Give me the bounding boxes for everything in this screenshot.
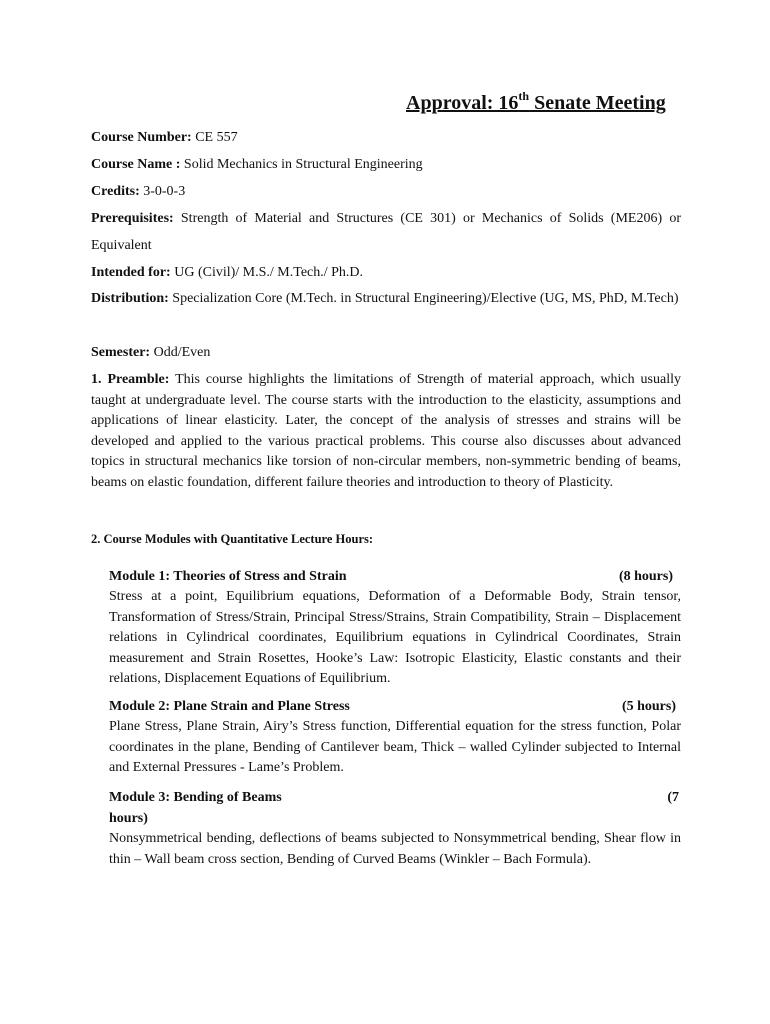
- prerequisites-label: Prerequisites:: [91, 211, 174, 226]
- module-2-hours: (5 hours): [621, 699, 676, 714]
- module-1-hours: (8 hours): [618, 569, 673, 584]
- distribution-value: Specialization Core (M.Tech. in Structural Engineering)/Elective (UG, MS, PhD, M.Tech): [168, 291, 679, 306]
- preamble-label: 1. Preamble:: [91, 372, 170, 387]
- course-number-label: Course Number:: [91, 130, 192, 145]
- module-3-hours-part1: (7: [667, 790, 679, 805]
- intended-for-label: Intended for:: [91, 265, 171, 280]
- title-prefix: Approval: 16: [406, 92, 519, 114]
- credits-value: 3-0-0-3: [139, 184, 186, 199]
- module-3-hours-part2: hours): [109, 810, 148, 826]
- course-number-value: CE 557: [191, 130, 238, 145]
- course-number: [91, 128, 681, 148]
- module-2-title: Module 2: Plane Strain and Plane Stress: [109, 699, 350, 714]
- modules-heading: 2. Course Modules with Quantitative Lecture Hours:: [91, 532, 374, 546]
- module-3-title: Module 3: Bending of Beams: [109, 790, 282, 805]
- title-superscript: th: [518, 89, 530, 103]
- module-3-description: Nonsymmetrical bending, deflections of beams subjected to Nonsymmetrical bending, Shear flow in thin – Wall beam cross section, Bending of Curved Beams (Winkler – Bach Formula).: [109, 831, 681, 867]
- intended-for-value: UG (Civil)/ M.S./ M.Tech./ Ph.D.: [170, 265, 364, 280]
- preamble: [91, 370, 681, 494]
- title-suffix: Senate Meeting: [529, 92, 666, 114]
- distribution-label: Distribution:: [91, 291, 169, 306]
- module-2-description: Plane Stress, Plane Strain, Airy’s Stress function, Differential equation for the stress function, Polar coordinates in the plane, Bending of Cantilever beam, Thick – walled Cylinder subjected to Internal and External Pressures - Lame’s Problem.: [109, 719, 681, 776]
- credits: [91, 182, 681, 202]
- prerequisites-value: Strength of Material and Structures (CE 301) or Mechanics of Solids (ME206) or Equivalent: [91, 211, 681, 253]
- module-1-description: Stress at a point, Equilibrium equations, Deformation of a Deformable Body, Strain tensor, Transformation of Stress/Strain, Principal Stress/Strains, Strain Compatibility, Strain – Displacement relations in Cylindrical coordinates, Equilibrium equations in Cylindrical Coordinates, Strain measurement and Strain Rosettes, Hooke’s Law: Isotropic Elasticity, Elastic constants and their relations, Displacement Equations of Equilibrium.: [109, 589, 681, 687]
- module-2: [109, 697, 681, 779]
- semester-label: Semester:: [91, 345, 151, 360]
- module-2-header: [109, 697, 681, 717]
- course-name-value: Solid Mechanics in Structural Engineering: [180, 157, 423, 172]
- credits-label: Credits:: [91, 184, 140, 199]
- prerequisites: [91, 205, 681, 259]
- course-name-label: Course Name :: [91, 157, 181, 172]
- page-title: [406, 89, 666, 115]
- module-1-header: [109, 567, 681, 587]
- preamble-text: This course highlights the limitations of Strength of material approach, which usually taught at undergraduate level. The course starts with the introduction to the elasticity, assumptions and applications of linear elasticity. Later, the concept of the analysis of stresses and strains will be developed and applied to the various practical problems. This course also discusses about advanced topics in structural mechanics like torsion of non-circular members, non-symmetric bending of beams, beams on elastic foundation, different failure theories and introduction to theory of Plasticity.: [91, 372, 681, 490]
- course-name: [91, 155, 681, 175]
- intended-for: [91, 263, 681, 283]
- distribution: [91, 285, 681, 312]
- semester-value: Odd/Even: [150, 345, 211, 360]
- module-1-title: Module 1: Theories of Stress and Strain: [109, 569, 347, 584]
- module-3-header: [109, 788, 681, 829]
- module-1: [109, 567, 681, 690]
- semester: [91, 343, 681, 363]
- module-3: [109, 788, 681, 870]
